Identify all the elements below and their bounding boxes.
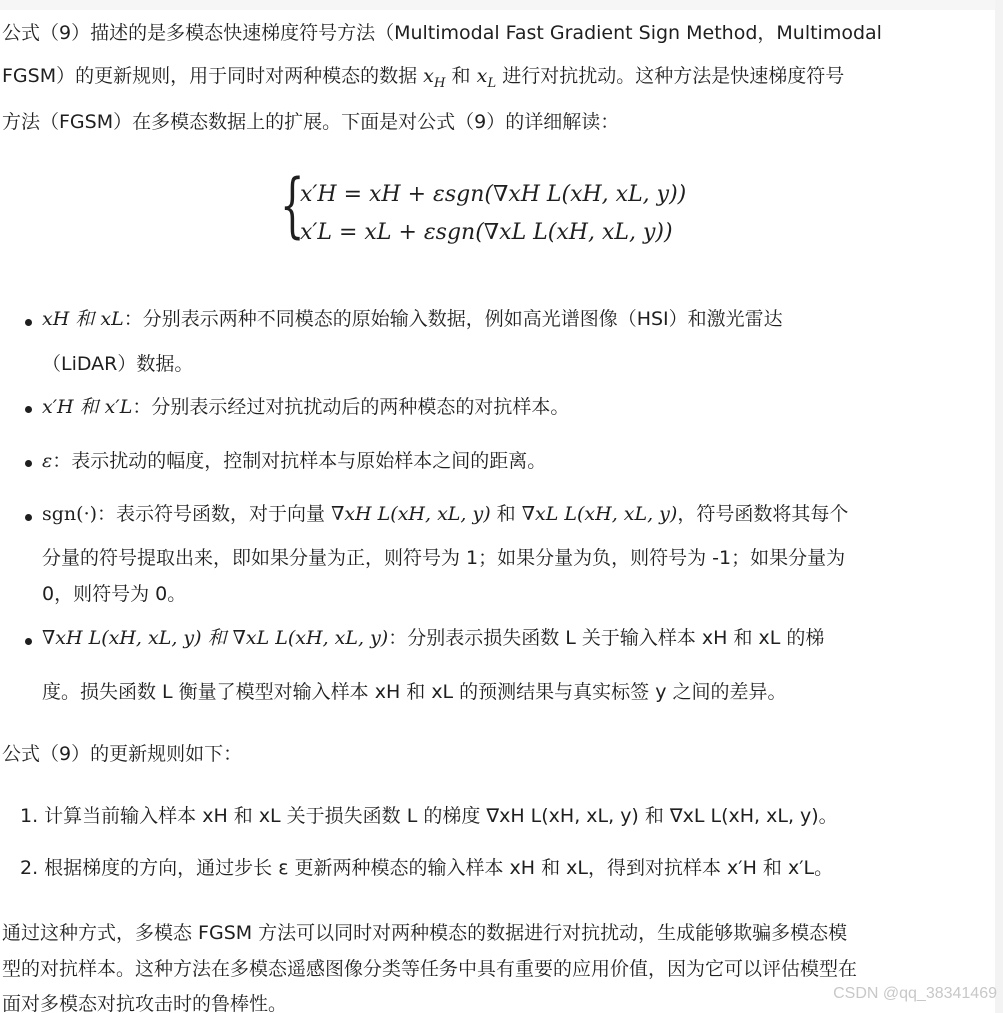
bullet-2-head: x′H 和 x′L [42,396,133,418]
equation-row-1: x′H = xH + εsgn(∇xH L(xH, xL, y)) [300,182,687,207]
intro-line-2-a: FGSM）的更新规则，用于同时对两种模态的数据 [2,65,418,87]
bullet-4-grad-2: ∇xL L(xH, xL, y) [521,503,678,525]
bullet-4-text-a: ：表示符号函数，对于向量 [97,503,326,525]
conclusion-line-1: 通过这种方式，多模态 FGSM 方法可以同时对两种模态的数据进行对抗扰动，生成能够欺骗多模态模 [2,922,848,944]
bullet-5-cont: 度。损失函数 L 衡量了模型对输入样本 xH 和 xL 的预测结果与真实标签 y 之间的差异。 [42,681,787,703]
bullet-dot [25,406,32,413]
bullet-4-text-b: ，符号函数将其每个 [677,503,849,525]
intro-line-1: 公式（9）描述的是多模态快速梯度符号方法（Multimodal Fast Gradient Sign Method，Multimodal [2,22,882,44]
bullet-1 [42,310,783,329]
rule-intro: 公式（9）的更新规则如下： [2,743,243,765]
intro-line-2 [2,67,844,90]
bullet-1-text: ：分别表示两种不同模态的原始输入数据，例如高光谱图像（HSI）和激光雷达 [123,308,783,330]
bullet-dot [25,319,32,326]
bullet-1-head: xH 和 xL [42,308,124,330]
scrollbar-track[interactable] [995,0,1003,1013]
bullet-4 [42,505,848,524]
bullet-3-text: ：表示扰动的幅度，控制对抗样本与原始样本之间的距离。 [52,450,547,472]
bullet-5-text: ：分别表示损失函数 L 关于输入样本 xH 和 xL 的梯 [388,627,825,649]
bullet-5-head: ∇xH L(xH, xL, y) 和 ∇xL L(xH, xL, y) [42,627,389,649]
bullet-2-text: ：分别表示经过对抗扰动后的两种模态的对抗样本。 [132,396,570,418]
math-xl: $x_L$ [476,65,497,91]
step-1: 1. 计算当前输入样本 xH 和 xL 关于损失函数 L 的梯度 ∇xH L(xH, xL, y) 和 ∇xL L(xH, xL, y)。 [20,805,838,827]
step-2: 2. 根据梯度的方向，通过步长 ε 更新两种模态的输入样本 xH 和 xL，得到对抗样本 x′H 和 x′L。 [20,857,834,879]
bullet-4-grad-1: ∇xH L(xH, xL, y) [331,503,491,525]
intro-line-3: 方法（FGSM）在多模态数据上的扩展。下面是对公式（9）的详细解读： [2,111,620,133]
bullet-2 [42,398,569,417]
bullet-dot [25,638,32,645]
equation-brace: { [280,164,305,246]
intro-line-2-b: 进行对抗扰动。这种方法是快速梯度符号 [502,65,845,87]
bullet-dot [25,460,32,467]
conclusion-line-3: 面对多模态对抗攻击时的鲁棒性。 [2,993,288,1013]
intro-line-2-and: 和 [451,65,471,87]
bullet-4-cont-1: 分量的符号提取出来，即如果分量为正，则符号为 1；如果分量为负，则符号为 -1；如果分量为 [42,547,846,569]
bullet-4-cont-2: 0，则符号为 0。 [42,583,187,605]
equation-row-2: x′L = xL + εsgn(∇xL L(xH, xL, y)) [300,220,673,245]
bullet-4-head: sgn(·) [42,503,98,525]
math-xh: $x_H$ [423,65,446,91]
watermark: CSDN @qq_38341469 [833,985,997,1002]
bullet-3-head: ε [42,450,53,472]
bullet-3 [42,452,546,471]
bullet-dot [25,514,32,521]
bullet-4-and: 和 [496,503,516,525]
bullet-5 [42,629,824,648]
bullet-1-cont: （LiDAR）数据。 [42,353,194,375]
equation-9 [280,164,720,256]
conclusion-line-2: 型的对抗样本。这种方法在多模态遥感图像分类等任务中具有重要的应用价值，因为它可以评估模型在 [2,958,858,980]
